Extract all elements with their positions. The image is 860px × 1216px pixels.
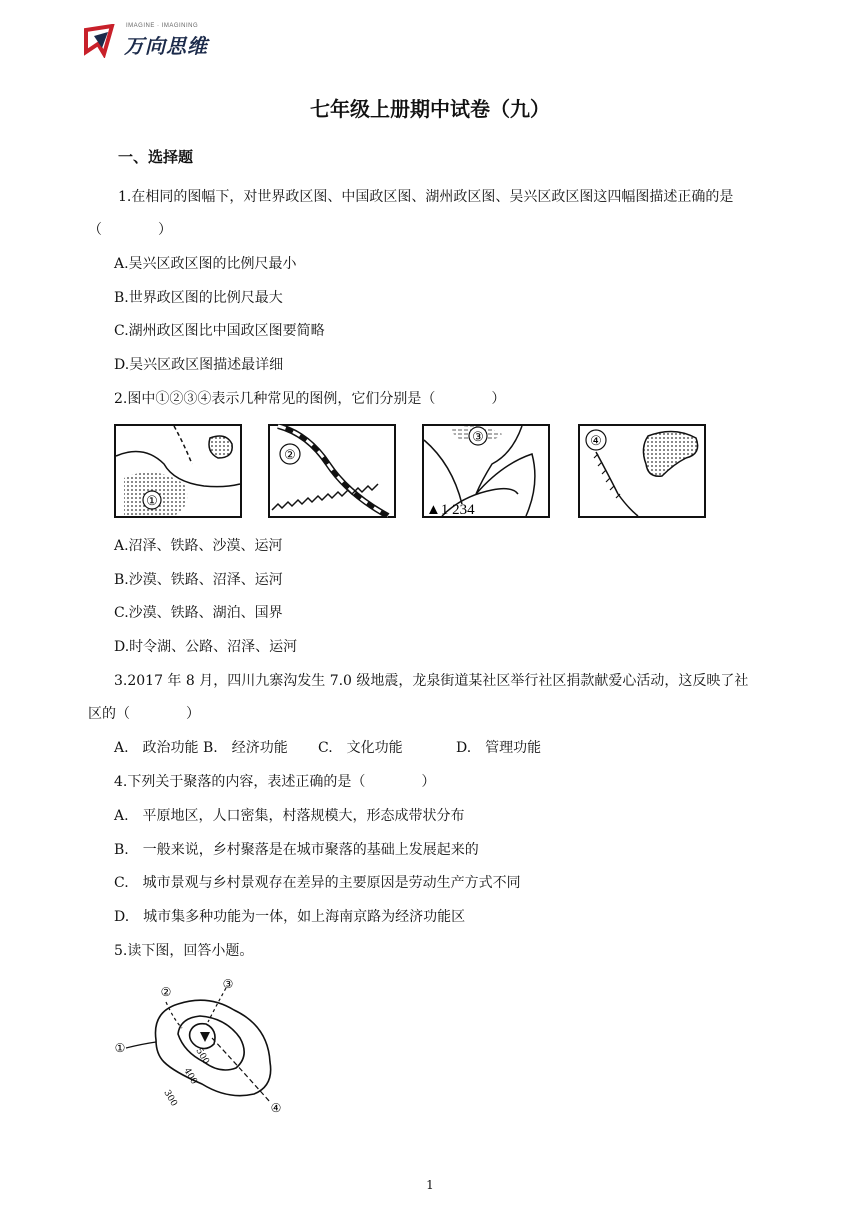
- legend-figure-4-label: ④: [590, 434, 602, 449]
- legend-figure-4: [578, 424, 706, 518]
- q4-option-b[interactable]: B. 一般来说，乡村聚落是在城市聚落的基础上发展起来的: [114, 842, 479, 858]
- q2-option-c[interactable]: C.沙漠、铁路、湖泊、国界: [114, 605, 283, 621]
- q4-option-d[interactable]: D. 城市集多种功能为一体，如上海南京路为经济功能区: [114, 909, 466, 925]
- question-4-stem: 4.下列关于聚落的内容，表述正确的是（ ）: [114, 774, 436, 790]
- q3-options-ab[interactable]: A. 政治功能 B. 经济功能: [114, 740, 288, 756]
- q2-option-b[interactable]: B.沙漠、铁路、沼泽、运河: [114, 572, 283, 588]
- question-3-stem-cont: 区的（ ）: [88, 706, 200, 722]
- q4-option-c[interactable]: C. 城市景观与乡村景观存在差异的主要原因是劳动生产方式不同: [114, 875, 521, 891]
- question-3-stem: 3.2017 年 8 月，四川九寨沟发生 7.0 级地震，龙泉街道某社区举行社区捐款献爱心活动，这反映了社: [114, 673, 749, 689]
- contour-label-500: 500: [193, 1046, 211, 1067]
- legend-figure-3-label: ③: [472, 430, 484, 445]
- contour-label-300: 300: [161, 1088, 179, 1109]
- map-label-2: ②: [160, 985, 172, 999]
- map-label-1: ①: [114, 1041, 126, 1055]
- logo-mark-icon: [82, 24, 122, 58]
- page-title: 七年级上册期中试卷（九）: [310, 97, 550, 121]
- brand-tagline: IMAGINE · IMAGINING: [126, 23, 199, 29]
- q2-option-a[interactable]: A.沼泽、铁路、沙漠、运河: [114, 538, 283, 554]
- q1-option-b[interactable]: B.世界政区图的比例尺最大: [114, 290, 283, 306]
- q3-option-c[interactable]: C. 文化功能: [318, 740, 403, 756]
- brand-name: 万向思维: [124, 34, 208, 58]
- question-2-stem: 2.图中①②③④表示几种常见的图例，它们分别是（ ）: [114, 391, 506, 407]
- contour-label-400: 400: [181, 1066, 199, 1087]
- question-1-blank: （ ）: [88, 222, 172, 238]
- q1-option-a[interactable]: A.吴兴区政区图的比例尺最小: [114, 256, 297, 272]
- legend-figure-2: [268, 424, 396, 518]
- contour-map: [108, 976, 298, 1120]
- q1-option-c[interactable]: C.湖州政区图比中国政区图要简略: [114, 323, 325, 339]
- q2-option-d[interactable]: D.时令湖、公路、沼泽、运河: [114, 639, 298, 655]
- question-5-stem: 5.读下图，回答小题。: [114, 943, 254, 959]
- q3-option-d[interactable]: D. 管理功能: [456, 740, 542, 756]
- map-label-3: ③: [222, 977, 234, 991]
- legend-figure-1-label: ①: [146, 494, 158, 509]
- map-label-4: ④: [270, 1101, 282, 1115]
- brand-logo: [82, 24, 252, 58]
- q1-option-d[interactable]: D.吴兴区政区图描述最详细: [114, 357, 284, 373]
- question-1-stem: 1.在相同的图幅下，对世界政区图、中国政区图、湖州政区图、吴兴区政区图这四幅图描述正确的是: [118, 189, 734, 205]
- legend-figure-2-label: ②: [284, 448, 296, 463]
- q4-option-a[interactable]: A. 平原地区，人口密集，村落规模大，形态成带状分布: [114, 808, 465, 824]
- legend-figure-1: [114, 424, 242, 518]
- page-number: 1: [426, 1178, 434, 1192]
- legend-figure-3: [422, 424, 550, 518]
- elevation-label: ▲1 234: [426, 502, 475, 518]
- section-heading: 一、选择题: [118, 148, 194, 166]
- legend-figures: [114, 424, 714, 522]
